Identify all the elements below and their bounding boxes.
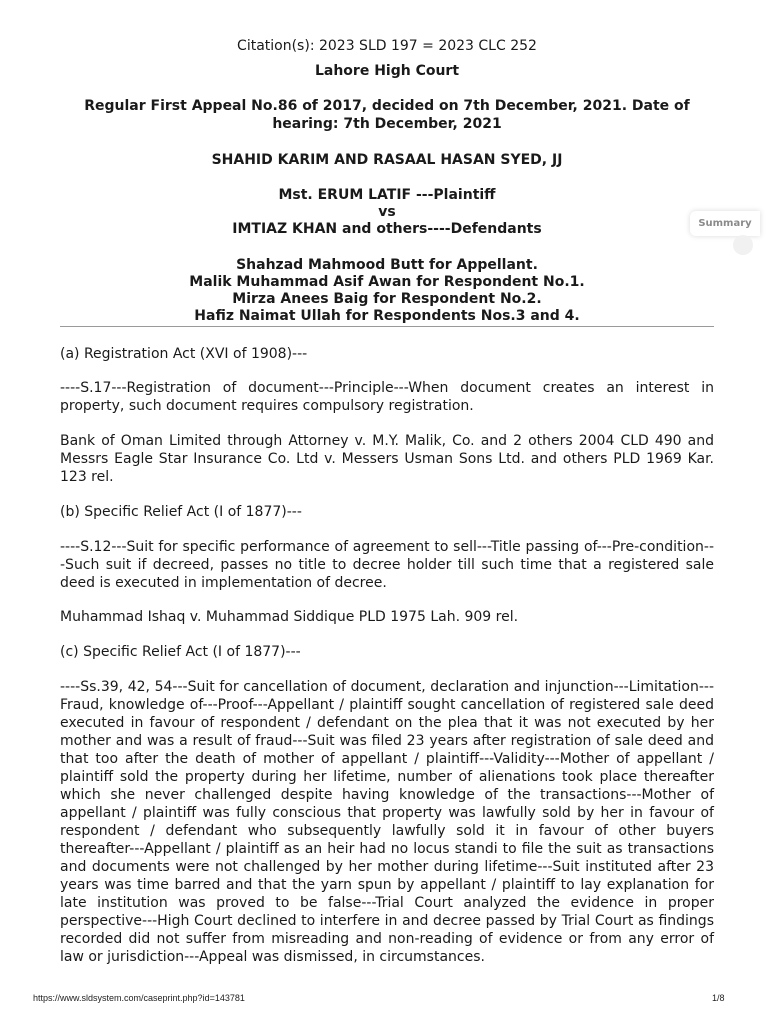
- header-divider: [60, 326, 714, 327]
- counsel-respondent-2: Mirza Anees Baig for Respondent No.2.: [232, 291, 542, 307]
- counsel-respondent-3-4: Hafiz Naimat Ullah for Respondents Nos.3 and 4.: [194, 308, 580, 324]
- case-title-line-2: hearing: 7th December, 2021: [272, 116, 502, 132]
- headnote-b-citation: Muhammad Ishaq v. Muhammad Siddique PLD 1975 Lah. 909 rel.: [60, 609, 519, 625]
- judges-line: SHAHID KARIM AND RASAAL HASAN SYED, JJ: [211, 152, 563, 168]
- headnote-c-text: ----Ss.39, 42, 54---Suit for cancellation of document, declaration and injunction---Limitation---Fraud, knowledge of---Proof---Appellant / plaintiff sought cancellation of registered sale deed executed in favour of respondent / defendant on the plea that it was not executed by her mother and was a result of fraud---Suit was filed 23 years after registration of sale deed and that too after the death of mother of appellant / plaintiff---Validity---Mother of appellant / plaintiff sold the property during her lifetime, number of alienations took place thereafter which she never challenged despite having knowledge of the transactions---Mother of appellant / plaintiff was fully conscious that property was lawfully sold by her in favour of respondent / defendant who subsequently lawfully sold it in favour of other buyers thereafter---Appellant / plaintiff as an heir had no locus standi to file the suit as transactions and documents were not challenged by her mother during lifetime---Suit instituted after 23 years was time barred and that the yarn spun by appellant / plaintiff to lay explanation for late institution was proved to be false---Trial Court analyzed the evidence in proper perspective---High Court declined to interfere in and decree passed by Trial Court as findings recorded did not suffer from misreading and non-reading of evidence or from any error of law or jurisdiction---Appeal was dismissed, in circumstances.: [60, 679, 714, 965]
- headnote-b-title: (b) Specific Relief Act (I of 1877)---: [60, 504, 302, 520]
- summary-tab-button[interactable]: Summary: [690, 211, 760, 236]
- counsel-appellant: Shahzad Mahmood Butt for Appellant.: [236, 257, 538, 273]
- plaintiff-line: Mst. ERUM LATIF ---Plaintiff: [278, 187, 496, 203]
- footer-page-number: 1/8: [712, 993, 725, 1003]
- counsel-respondent-1: Malik Muhammad Asif Awan for Respondent No.1.: [189, 274, 585, 290]
- court-name: Lahore High Court: [314, 63, 460, 79]
- headnote-a-text: ----S.17---Registration of document---Principle---When document creates an interest in property, such document requires compulsory registration.: [60, 380, 714, 414]
- citation-line: Citation(s): 2023 SLD 197 = 2023 CLC 252: [237, 38, 537, 54]
- headnote-b-text: ----S.12---Suit for specific performance of agreement to sell---Title passing of---Pre-condition---Such suit if decreed, passes no title to decree holder till such time that a registered sale deed is executed in implementation of decree.: [60, 539, 714, 591]
- summary-toggle-icon[interactable]: [733, 235, 753, 255]
- case-title-line-1: Regular First Appeal No.86 of 2017, decided on 7th December, 2021. Date of: [84, 98, 690, 114]
- defendants-line: IMTIAZ KHAN and others----Defendants: [232, 221, 542, 237]
- headnote-a-citations: Bank of Oman Limited through Attorney v. M.Y. Malik, Co. and 2 others 2004 CLD 490 and Messrs Eagle Star Insurance Co. Ltd v. Messers Usman Sons Ltd. and others PLD 1969 Kar. 123 rel.: [60, 433, 714, 485]
- versus-line: vs: [378, 204, 396, 220]
- footer-url: https://www.sldsystem.com/caseprint.php?id=143781: [33, 993, 245, 1003]
- headnote-c-title: (c) Specific Relief Act (I of 1877)---: [60, 644, 301, 660]
- headnote-a-title: (a) Registration Act (XVI of 1908)---: [60, 346, 308, 362]
